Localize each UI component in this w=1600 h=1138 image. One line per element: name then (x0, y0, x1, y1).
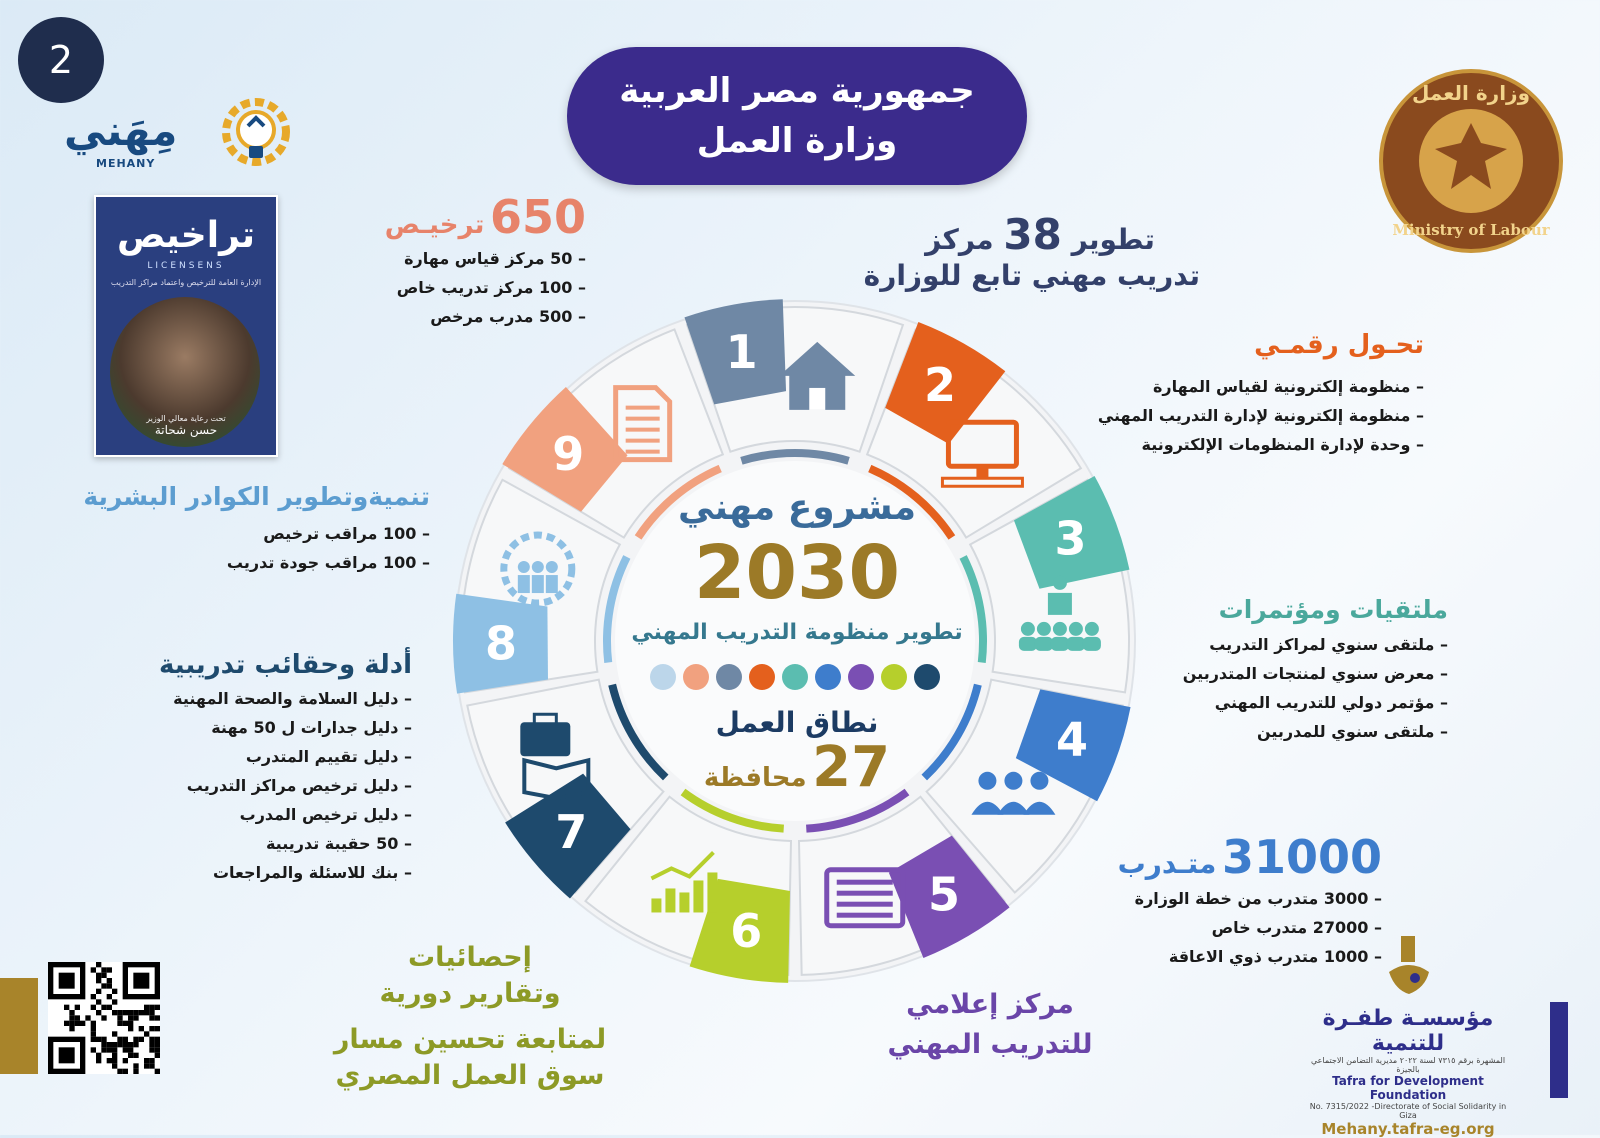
gold-bar-left (0, 978, 38, 1074)
segment-number-4: 4 (1056, 712, 1089, 767)
list-item: – دليل جدارات ل 50 مهنة (159, 713, 412, 742)
color-dot (650, 664, 676, 690)
color-dot (815, 664, 841, 690)
block-8 (83, 482, 430, 577)
list-item: – وحدة لإدارة المنظومات الإلكترونية (1098, 430, 1424, 459)
block-5-line1: مركز إعلامي (906, 989, 1074, 1020)
block-7-list (159, 684, 412, 887)
seal-arabic: وزارة العمل (1412, 81, 1530, 105)
block-9-number: 650 (489, 190, 586, 244)
gov-label: محافظة (703, 763, 807, 793)
center-year: 2030 (694, 530, 900, 616)
block-4-label: متـدرب (1117, 847, 1217, 880)
block-5-line2: للتدريب المهني (887, 1029, 1093, 1060)
block-8-list (83, 519, 430, 577)
list-item: – منظومة إلكترونية لقياس المهارة (1098, 372, 1424, 401)
block-6-line2: وتقارير دورية (379, 978, 561, 1009)
list-item: – 500 مدرب مرخص (385, 302, 586, 331)
blue-bar-right (1550, 1002, 1568, 1098)
block-2-list (1098, 372, 1424, 459)
book-footer-small: تحت رعاية معالي الوزير (146, 414, 226, 423)
list-item: – 3000 متدرب من خطة الوزارة (1118, 884, 1382, 913)
color-dot (716, 664, 742, 690)
eagle-emblem-icon (1419, 109, 1523, 213)
governorate-count (647, 735, 947, 800)
segment-number-6: 6 (730, 903, 763, 958)
book-description: الإدارة العامة للترخيص واعتماد مراكز التدريب (110, 278, 262, 287)
segment-number-5: 5 (928, 867, 961, 922)
block-5 (880, 985, 1100, 1065)
list-item: – 50 مركز قياس مهارة (385, 244, 586, 273)
block-3-title: ملتقيات ومؤتمرات (1218, 595, 1448, 624)
color-dot (848, 664, 874, 690)
block-9-label: ترخيـص (384, 210, 485, 240)
color-dot (881, 664, 907, 690)
block-2-title: تحـول رقمـي (1254, 330, 1424, 360)
list-item: – منظومة إلكترونية لإدارة التدريب المهني (1098, 401, 1424, 430)
header-line-2: وزارة العمل (696, 121, 898, 161)
mehany-logo-arabic: مِهَني (64, 106, 178, 155)
segment-number-9: 9 (552, 426, 585, 481)
tafra-english: Tafra for Development Foundation (1332, 1074, 1484, 1102)
header-line-1: جمهورية مصر العربية (619, 71, 975, 111)
block-4-list (1118, 884, 1382, 971)
segment-number-1: 1 (725, 324, 758, 379)
center-title: مشروع مهني (678, 487, 916, 528)
book-title: تراخيص (116, 215, 255, 256)
scope-label: نطاق العمل (715, 706, 879, 739)
qr-code[interactable] (48, 962, 160, 1074)
list-item: – 1000 متدرب ذوي الاعاقة (1118, 942, 1382, 971)
gov-number: 27 (812, 735, 891, 800)
block-1-post: مركز (925, 223, 994, 256)
block-1-line2: تدريب مهني تابع للوزارة (863, 259, 1200, 292)
mehany-lightbulb-gear-icon (212, 92, 300, 172)
block-6-line3: لمتابعة تحسين مسار (333, 1024, 607, 1055)
list-item: – 50 حقيبة تدريبية (159, 829, 412, 858)
header-banner (567, 47, 1027, 185)
color-dot (749, 664, 775, 690)
segment-number-8: 8 (485, 616, 518, 671)
block-1-pre: تطوير (1071, 223, 1155, 256)
block-4-number: 31000 (1221, 830, 1382, 884)
list-item: – 100 مركز تدريب خاص (385, 273, 586, 302)
block-9-list (385, 244, 586, 331)
book-footer-name: حسن شحاتة (154, 423, 218, 437)
list-item: – مؤتمر دولي للتدريب المهني (1183, 688, 1448, 717)
list-item: – دليل تقييم المتدرب (159, 742, 412, 771)
list-item: – بنك للاسئلة والمراجعات (159, 858, 412, 887)
tafra-reg-english: No. 7315/2022 -Directorate of Social Solidarity in Giza (1309, 1102, 1507, 1120)
center-subtitle: تطوير منظومة التدريب المهني (631, 620, 963, 645)
color-dot (782, 664, 808, 690)
block-2 (1098, 330, 1424, 459)
segment-number-3: 3 (1054, 511, 1087, 566)
color-dot (914, 664, 940, 690)
block-6-line1: إحصائيات (408, 942, 532, 973)
list-item: – دليل ترخيص مراكز التدريب (159, 771, 412, 800)
block-6-line4: سوق العمل المصري (335, 1060, 605, 1091)
tafra-registration: المشهرة برقم ٧٣١٥ لسنة ٢٠٢٢ مديرية التضامن الاجتماعي بالجيزة (1310, 1056, 1506, 1074)
list-item: – 100 مراقب ترخيص (83, 519, 430, 548)
list-item: – ملتقى سنوي لمراكز التدريب (1183, 630, 1448, 659)
licenses-book-cover (94, 195, 278, 457)
segment-number-2: 2 (923, 358, 956, 413)
list-item: – 100 مراقب جودة تدريب (83, 548, 430, 577)
book-footer (96, 414, 276, 437)
book-subtitle: LICENSENS (147, 261, 225, 271)
block-8-title: تنميةوتطوير الكوادر البشرية (83, 482, 430, 511)
block-3 (1183, 595, 1448, 746)
segment-number-7: 7 (555, 804, 588, 859)
ministry-seal (1379, 69, 1563, 253)
block-6 (320, 940, 620, 1094)
block-1 (863, 210, 1200, 292)
list-item: – دليل السلامة والصحة المهنية (159, 684, 412, 713)
block-3-list (1183, 630, 1448, 746)
list-item: – دليل ترخيص المدرب (159, 800, 412, 829)
block-9 (385, 190, 586, 331)
color-dot (683, 664, 709, 690)
tafra-url[interactable]: Mehany.tafra-eg.org (1321, 1120, 1495, 1138)
mehany-logo-english: MEHANY (96, 157, 156, 170)
color-dots (650, 664, 940, 690)
list-item: – 27000 متدرب خاص (1118, 913, 1382, 942)
block-7-title: أدلة وحقائب تدريبية (158, 650, 412, 680)
list-item: – ملتقى سنوي للمدربين (1183, 717, 1448, 746)
block-4 (1118, 830, 1382, 971)
tafra-logo-icon (1385, 936, 1433, 998)
block-1-number: 38 (1003, 210, 1062, 259)
tafra-logo (1300, 1006, 1516, 1138)
page-number-badge: 2 (18, 17, 104, 103)
list-item: – معرض سنوي لمنتجات المتدربين (1183, 659, 1448, 688)
seal-english: Ministry of Labour (1392, 221, 1550, 239)
tafra-arabic: مؤسسـة طفـرة للتنمية (1322, 1006, 1494, 1056)
block-7 (159, 650, 412, 887)
